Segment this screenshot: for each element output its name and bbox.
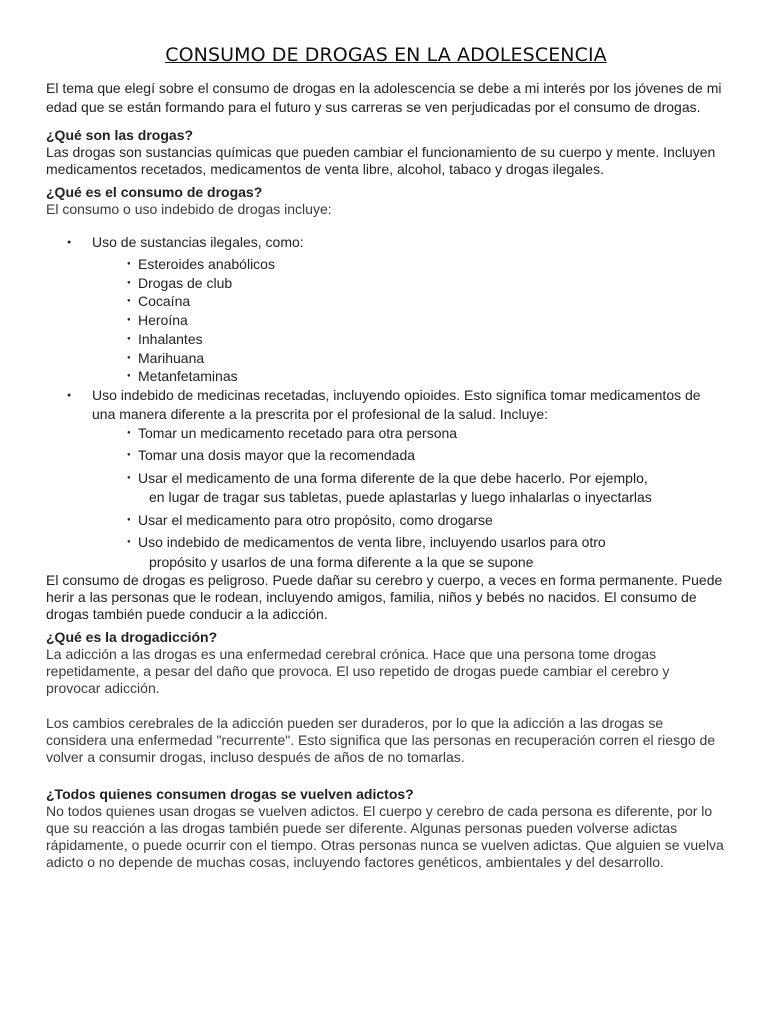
misuse-list [92, 424, 726, 573]
list-item: ● Heroína [92, 311, 726, 330]
list-item [92, 469, 726, 508]
answer-drug-use: El consumo o uso indebido de drogas incluye: [46, 201, 332, 217]
question-drug-use: ¿Qué es el consumo de drogas? [46, 184, 263, 200]
list-item-text: Usar el medicamento para otro propósito, como drogarse [138, 511, 493, 528]
list-item: ● Metanfetaminas [92, 367, 726, 386]
list-item-continuation: en lugar de tragar sus tabletas, puede aplastarlas y luego inhalarlas o inyectarlas [149, 489, 652, 506]
answer-all-addicted: No todos quienes usan drogas se vuelven adictos. El cuerpo y cerebro de cada persona es diferente, por lo que su reacción a las drogas también puede ser diferente. Algunas personas pueden volverse adictas rápidamente, o puede ocurrir con el tiempo. Otras personas nunca se vuelven adictas. Que alguien se vuelva adicto o no depende de muchas cosas, incluyendo factores genéticos, ambientales y del desarrollo. [46, 803, 724, 871]
section-addiction [46, 629, 726, 766]
list-item-illegal-substances [46, 233, 726, 386]
document-page [46, 44, 726, 877]
intro-paragraph: El tema que elegí sobre el consumo de drogas en la adolescencia se debe a mi interés por los jóvenes de mi edad que se están formando para el futuro y sus carreras se ven perjudicadas por el consumo de drogas. [46, 80, 722, 115]
list-item [92, 424, 726, 444]
question-what-are-drugs: ¿Qué son las drogas? [46, 127, 194, 143]
list-item-text: Usar el medicamento de una forma diferente de la que debe hacerlo. Por ejemplo, [138, 469, 648, 486]
section-all-addicted [46, 786, 726, 871]
illegal-substances-label: Uso de sustancias ilegales, como: [92, 234, 304, 250]
list-item: ● Marihuana [92, 349, 726, 368]
answer-what-are-drugs: Las drogas son sustancias químicas que pueden cambiar el funcionamiento de su cuerpo y mente. Incluyen medicamentos recetados, medicamentos de venta libre, alcohol, tabaco y drogas ilegales. [46, 144, 716, 177]
answer-addiction-2: Los cambios cerebrales de la adicción pueden ser duraderos, por lo que la adicción a las drogas se considera una enfermedad "recurrente". Esto significa que las personas en recuperación corren el riesgo de volver a consumir drogas, incluso después de años de no tomarlas. [46, 715, 716, 766]
list-item [92, 533, 726, 572]
drug-danger-paragraph: El consumo de drogas es peligroso. Puede dañar su cerebro y cuerpo, a veces en forma permanente. Puede herir a las personas que le rodean, incluyendo amigos, familia, niños y bebés no nacidos. El consumo de drogas también puede conducir a la adicción. [46, 572, 723, 623]
drug-use-list [46, 233, 726, 572]
section-drug-use [46, 184, 726, 623]
list-item: ● Esteroides anabólicos [92, 255, 726, 274]
list-item [92, 511, 726, 531]
list-item-text: Uso indebido de medicamentos de venta libre, incluyendo usarlos para otro [138, 534, 606, 551]
question-addiction: ¿Qué es la drogadicción? [46, 629, 218, 646]
prescription-misuse-label: Uso indebido de medicinas recetadas, incluyendo opioides. Esto significa tomar medicamentos de una manera diferente a la prescrita por el profesional de la salud. Incluye: [92, 386, 701, 422]
list-item-text: Tomar una dosis mayor que la recomendada [138, 447, 416, 464]
list-item-prescription-misuse [46, 386, 726, 573]
list-item [92, 446, 726, 466]
list-item: ● Inhalantes [92, 330, 726, 349]
section-what-are-drugs [46, 127, 726, 178]
document-title: CONSUMO DE DROGAS EN LA ADOLESCENCIA [165, 44, 607, 66]
illegal-substances-list [92, 255, 726, 386]
list-item-text: Tomar un medicamento recetado para otra persona [138, 424, 458, 441]
list-item-continuation: propósito y usarlos de una forma diferente a la que se supone [149, 553, 534, 570]
list-item: ● Cocaína [92, 292, 726, 311]
list-item: ● Drogas de club [92, 274, 726, 293]
answer-addiction-1: La adicción a las drogas es una enfermedad cerebral crónica. Hace que una persona tome drogas repetidamente, a pesar del daño que provoca. El uso repetido de drogas puede cambiar el cerebro y provocar adicción. [46, 646, 670, 697]
question-all-addicted: ¿Todos quienes consumen drogas se vuelven adictos? [46, 786, 414, 803]
